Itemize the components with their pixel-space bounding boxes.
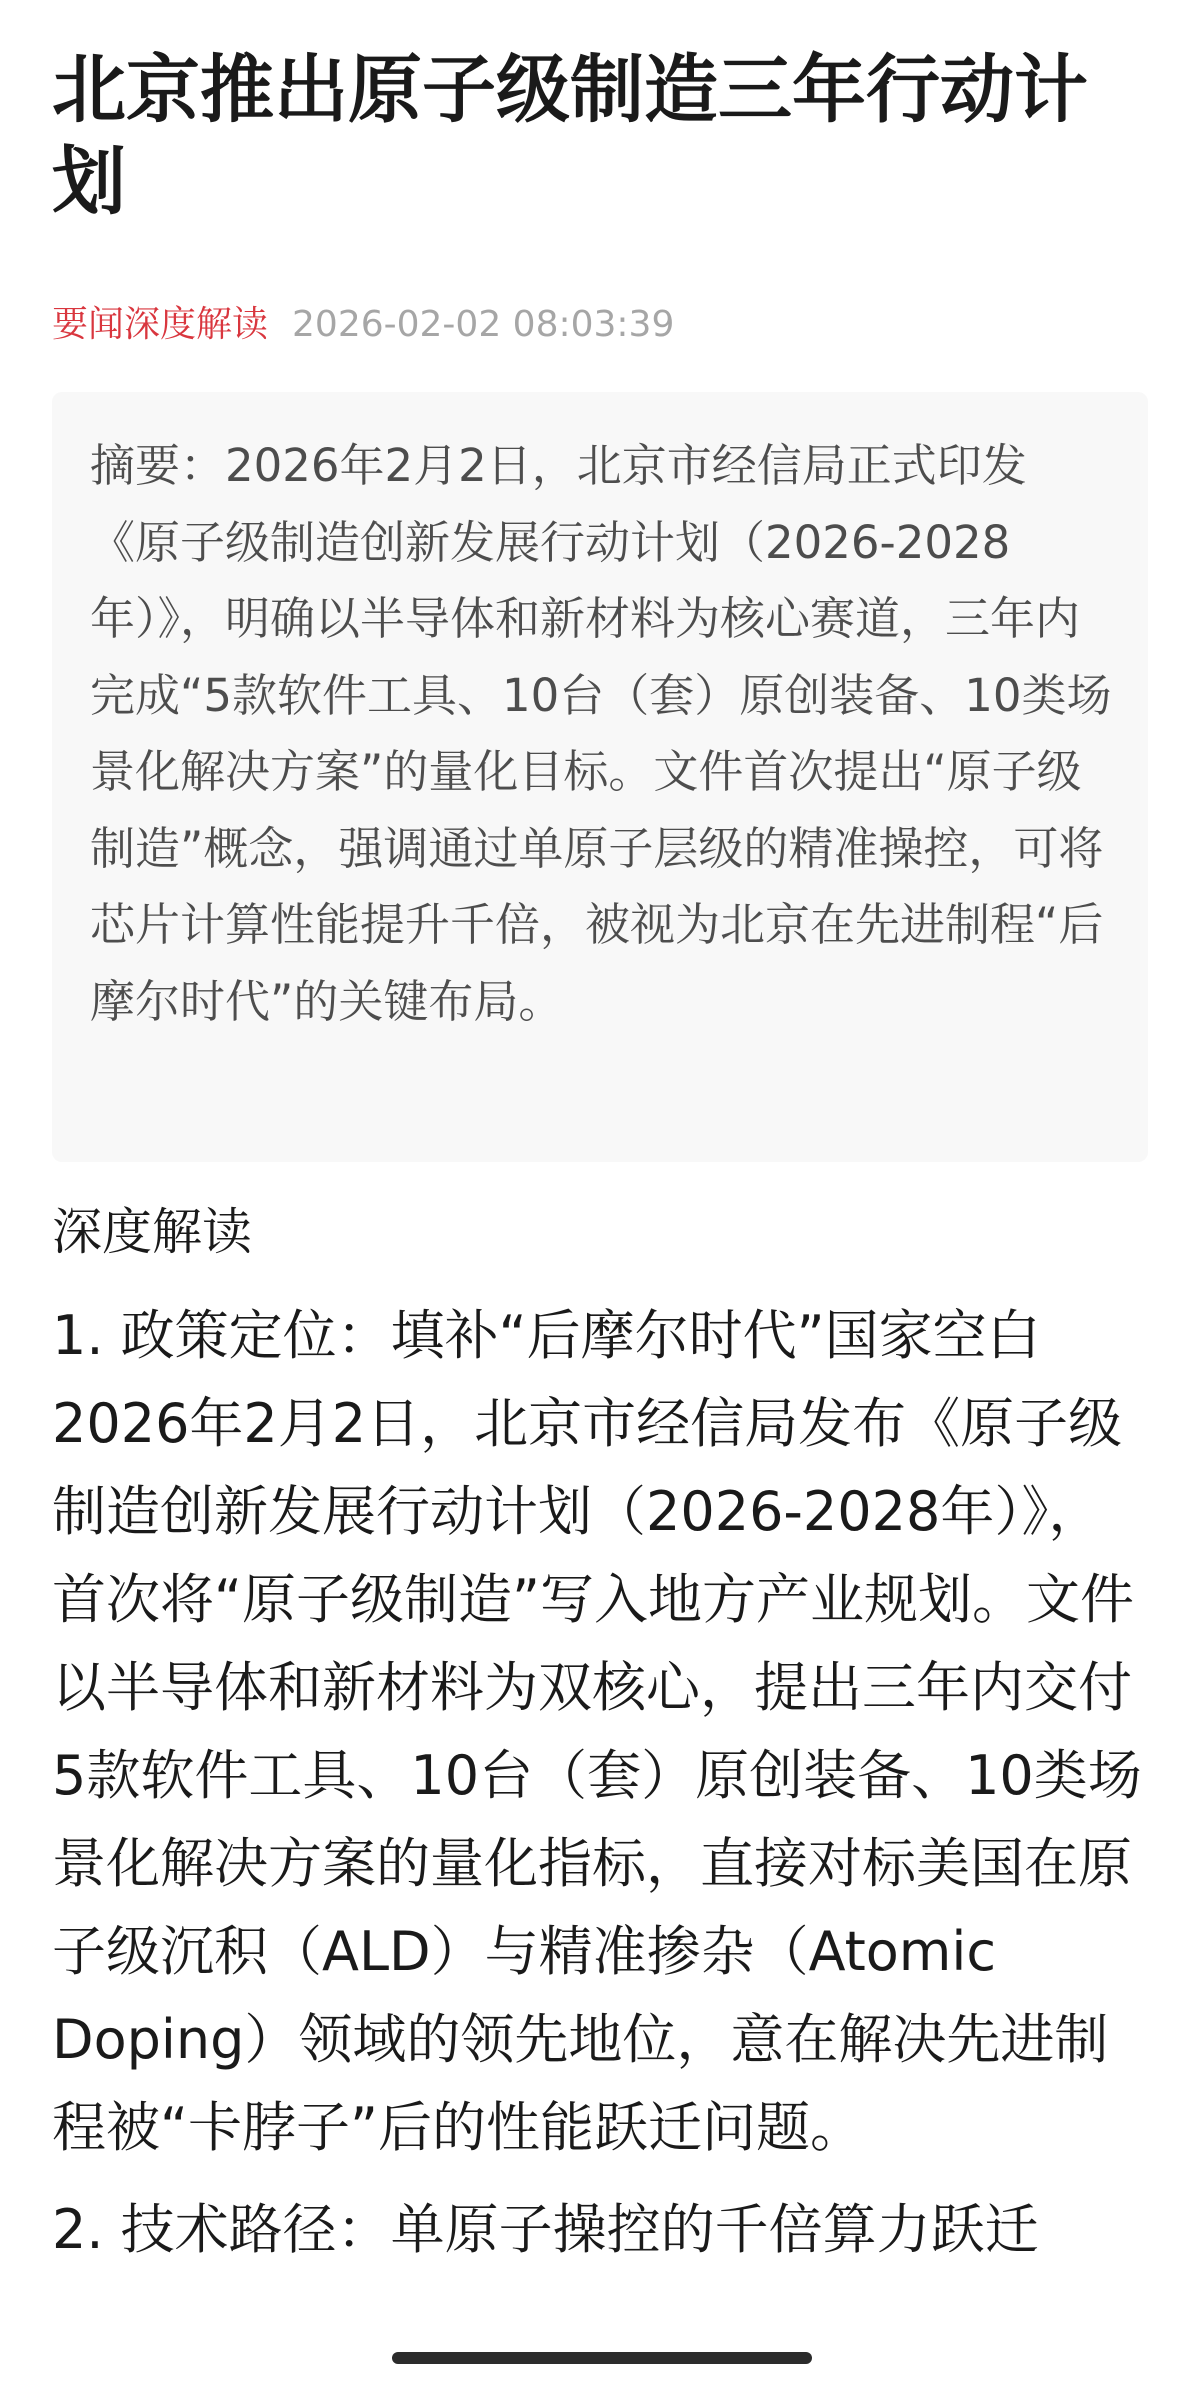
summary-text: 摘要：2026年2月2日，北京市经信局正式印发《原子级制造创新发展行动计划（2026-2028年）》，明确以半导体和新材料为核心赛道，三年内完成“5款软件工具、10台（套）原创装备、10类场景化解决方案”的量化目标。文件首次提出“原子级制造”概念，强调通过单原子层级的精准操控，可将芯片计算性能提升千倍，被视为北京在先进制程“后摩尔时代”的关键布局。 (90, 439, 1112, 1028)
subsection-paragraph-1: 2026年2月2日，北京市经信局发布《原子级制造创新发展行动计划（2026-2028年）》，首次将“原子级制造”写入地方产业规划。文件以半导体和新材料为双核心，提出三年内交付5款软件工具、10台（套）原创装备、10类场景化解决方案的量化指标，直接对标美国在原子级沉积（ALD）与精准掺杂（Atomic Doping）领域的领先地位，意在解决先进制程被“卡脖子”后的性能跃迁问题。 (52, 1392, 1142, 2159)
section-heading: 深度解读 (52, 1203, 252, 1261)
article-body (52, 1292, 1152, 2274)
summary-box (52, 392, 1148, 1162)
article-source[interactable]: 要闻深度解读 (52, 304, 269, 345)
article-timestamp: 2026-02-02 08:03:39 (292, 304, 675, 345)
subsection-heading-1: 1. 政策定位：填补“后摩尔时代”国家空白 (52, 1304, 1041, 1367)
home-indicator-bar[interactable] (392, 2352, 812, 2364)
subsection-heading-2: 2. 技术路径：单原子操控的千倍算力跃迁 (52, 2198, 1039, 2261)
article-title: 北京推出原子级制造三年行动计划 (52, 47, 1088, 225)
article-meta (52, 298, 674, 352)
